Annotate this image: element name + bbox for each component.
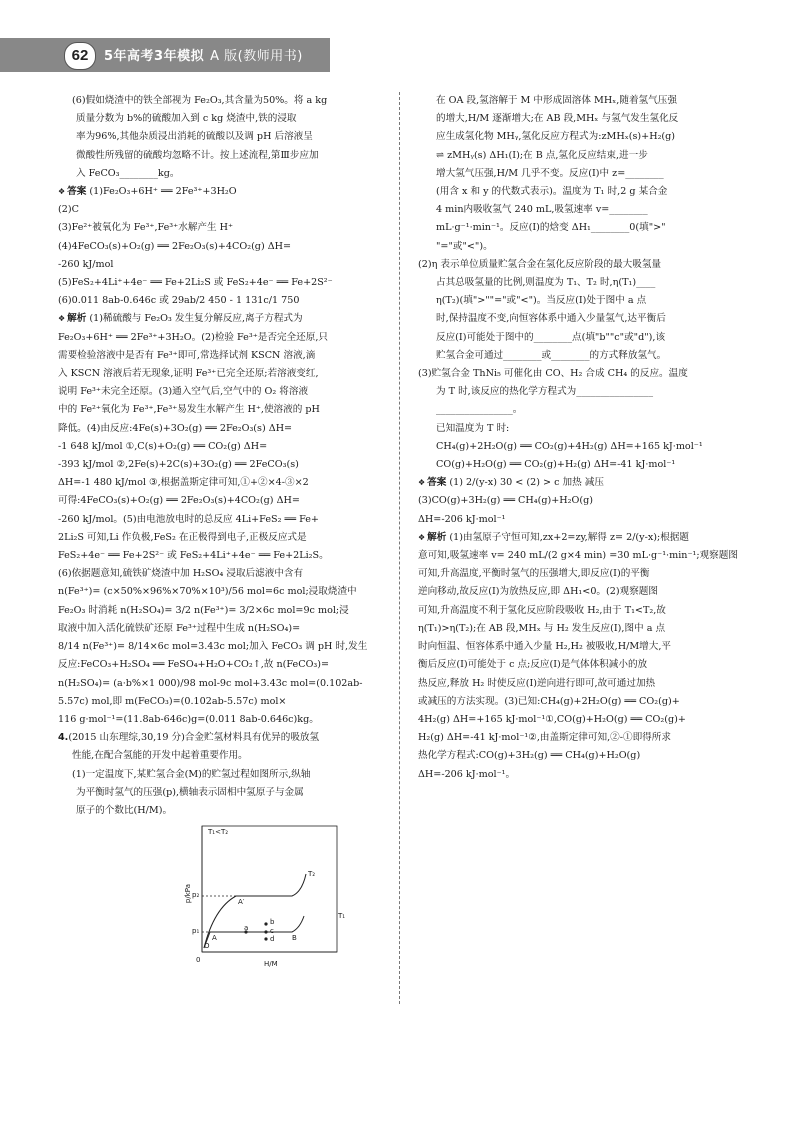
text-line: (1) 2/(y-x) 30 < (2) > c 加热 减压 [449, 477, 604, 489]
answer-label: ❖ 答案 [418, 477, 446, 488]
p1-label: p₁ [192, 927, 200, 936]
text-line: (用含 x 和 y 的代数式表示)。温度为 T₁ 时,2 g 某合金 [436, 186, 668, 198]
point-o-label: O [204, 942, 210, 951]
text-line: 时向恒温、恒容体系中通入少量 H₂,H₂ 被吸收,H/M增大,平 [418, 641, 671, 653]
point-b-upper-label: B [292, 934, 297, 943]
text-line: 中的 Fe²⁺氧化为 Fe³⁺,Fe³⁺易发生水解产生 H⁺,使溶液的 pH [58, 404, 320, 416]
text-line: 入 KSCN 溶液后若无现象,证明 Fe³⁺已完全还原;若溶液变红, [58, 368, 319, 380]
text-line: (4)4FeCO₃(s)+O₂(g) ══ 2Fe₂O₃(s)+4CO₂(g) ΔH= [58, 240, 292, 252]
text-line: -393 kJ/mol ②,2Fe(s)+2C(s)+3O₂(g) ══ 2FeCO₃(s) [58, 459, 299, 471]
question-4 [58, 729, 390, 820]
text-line: 增大氢气压强,H/M 几乎不变。反应(Ⅰ)中 z=________ [436, 167, 664, 179]
text-line: 116 g·mol⁻¹=(11.8ab-646c)g=(0.011 8ab-0.646c)kg。 [58, 713, 319, 725]
page-header [0, 0, 800, 82]
y-axis-label: p/kPa [184, 884, 192, 904]
text-line: (3)Fe²⁺被氧化为 Fe³⁺,Fe³⁺水解产生 H⁺ [58, 222, 234, 234]
text-line: -260 kJ/mol [58, 258, 114, 270]
text-line: CO(g)+H₂O(g) ══ CO₂(g)+H₂(g) ΔH=-41 kJ·mol⁻¹ [436, 459, 676, 471]
right-column [418, 92, 738, 784]
text-line: n(H₂SO₄)= (a·b%×1 000)/98 mol-9c mol+3.43c mol=(0.102ab- [58, 677, 363, 689]
text-line: -1 648 kJ/mol ①,C(s)+O₂(g) ══ CO₂(g) ΔH= [58, 440, 268, 452]
text-line: 可知,升高温度不利于氢化反应阶段吸收 H₂,由于 T₁<T₂,故 [418, 604, 666, 616]
text-line: (1)Fe₂O₃+6H⁺ ══ 2Fe³⁺+3H₂O [89, 186, 237, 198]
text-line: 已知温度为 T 时: [436, 422, 510, 434]
text-line: 需要检验溶液中是否有 Fe³⁺即可,常选择试剂 KSCN 溶液,滴 [58, 349, 316, 361]
text-line: n(Fe³⁺)= (c×50%×96%×70%×10³)/56 mol=6c mol;浸取烧渣中 [58, 586, 357, 598]
text-line: ΔH=-206 kJ·mol⁻¹。 [418, 768, 516, 780]
text-line: 5.57c) mol,即 m(FeCO₃)=(0.102ab-5.57c) mol× [58, 695, 287, 707]
point-c [264, 931, 267, 934]
text-line: 的增大,H/M 逐渐增大;在 AB 段,MHₓ 与氢气发生氢化反 [436, 113, 679, 125]
text-line: (6)依据题意知,硫铁矿烧渣中加 H₂SO₄ 浸取后滤液中含有 [58, 568, 304, 580]
text-line: 可知,升高温度,平衡时氢气的压强增大,即反应(Ⅰ)的平衡 [418, 568, 650, 580]
t1-label: T₁ [338, 912, 346, 921]
text-line: 占其总吸氢量的比例,则温度为 T₁、T₂ 时,η(T₁)____ [436, 277, 656, 289]
origin-label: 0 [196, 956, 201, 965]
text-line: (1)一定温度下,某贮氢合金(M)的贮氢过程如图所示,纵轴 [72, 768, 311, 780]
figure-condition: T₁<T₂ [208, 828, 229, 837]
text-line: ΔH=-206 kJ·mol⁻¹ [418, 513, 506, 525]
question-4-part-1 [418, 92, 738, 256]
text-line: (2)C [58, 204, 79, 216]
hydrogen-storage-figure [184, 824, 358, 974]
question-4-part-2 [418, 256, 738, 365]
text-line: (6)0.011 8ab-0.646c 或 29ab/2 450 - 1 131c/1 750 [58, 295, 300, 307]
text-line: 在 OA 段,氢溶解于 M 中形成固溶体 MHₓ,随着氢气压强 [436, 95, 677, 106]
text-line: 为 T 时,该反应的热化学方程式为________________ [436, 386, 654, 398]
t2-label: T₂ [308, 870, 316, 879]
analysis-label: ❖ 解析 [58, 313, 86, 324]
answer-label: ❖ 答案 [58, 186, 86, 197]
text-line: 8/14 n(Fe³⁺)= 8/14×6c mol=3.43c mol;加入 FeCO₃ 调 pH 时,发生 [58, 641, 368, 653]
column-divider [399, 92, 400, 1004]
text-line: (6)假如烧渣中的铁全部视为 Fe₂O₃,其含量为50%。将 a kg [72, 95, 328, 106]
text-line: 率为96%,其他杂质浸出消耗的硫酸以及调 pH 后溶液呈 [76, 131, 313, 143]
text-line: 取液中加入活化硫铁矿还原 Fe³⁺过程中生成 n(H₂SO₄)= [58, 622, 301, 634]
text-line: 为平衡时氢气的压强(p),横轴表示固相中氢原子与金属 [76, 786, 304, 798]
text-line: 时,保持温度不变,向恒容体系中通入少量氢气,达平衡后 [436, 313, 666, 325]
text-line: 质量分数为 b%的硫酸加入到 c kg 烧渣中,铁的浸取 [76, 113, 297, 125]
page-number: 62 [64, 42, 96, 70]
text-line: FeS₂+4e⁻ ══ Fe+2S²⁻ 或 FeS₂+4Li⁺+4e⁻ ══ Fe+2Li₂S。 [58, 550, 329, 562]
text-line: 说明 Fe³⁺未完全还原。(3)通入空气后,空气中的 O₂ 将溶液 [58, 386, 309, 398]
text-line: -260 kJ/mol。(5)由电池放电时的总反应 4Li+FeS₂ ══ Fe+ [58, 513, 319, 525]
answer-block [58, 183, 390, 310]
text-line: 或减压的方法实现。(3)已知:CH₄(g)+2H₂O(g) ══ CO₂(g)+ [418, 695, 680, 707]
point-d [264, 938, 267, 941]
text-line: 4 min内吸收氢气 240 mL,吸氢速率 v=________ [436, 204, 648, 216]
text-line: H₂(g) ΔH=-41 kJ·mol⁻¹②,由盖斯定律可知,②-①即得所求 [418, 732, 671, 744]
text-line: "="或"<")。 [436, 240, 493, 252]
book-title-text: 5年高考3年模拟 [104, 49, 205, 64]
text-line: (2015 山东理综,30,19 分)合金贮氢材料具有优异的吸放氢 [68, 732, 320, 744]
curve-t2 [204, 874, 306, 951]
text-line: 应生成氢化物 MHᵧ,氢化反应方程式为:zMHₓ(s)+H₂(g) [436, 131, 676, 143]
answer-block [418, 474, 738, 529]
question-number: 4. [58, 732, 69, 744]
text-line: ΔH=-1 480 kJ/mol ③,根据盖斯定律可知,①+②×4-③×2 [58, 477, 309, 489]
text-line: (5)FeS₂+4Li⁺+4e⁻ ══ Fe+2Li₂S 或 FeS₂+4e⁻ ══ Fe+2S²⁻ [58, 277, 333, 289]
text-line: 反应:FeCO₃+H₂SO₄ ══ FeSO₄+H₂O+CO₂↑,故 n(FeCO₃)= [58, 659, 330, 671]
text-line: 4H₂(g) ΔH=+165 kJ·mol⁻¹①,CO(g)+H₂O(g) ══ CO₂(g)+ [418, 713, 686, 725]
analysis-label: ❖ 解析 [418, 532, 446, 543]
text-line: 反应(Ⅰ)可能处于图中的________点(填"b""c"或"d"),该 [436, 331, 666, 343]
text-line: (3)贮氢合金 ThNi₅ 可催化由 CO、H₂ 合成 CH₄ 的反应。温度 [418, 368, 688, 380]
p2-label: p₂ [192, 891, 200, 900]
analysis-block [58, 310, 390, 729]
book-edition: A 版(教师用书) [210, 49, 303, 64]
figure-graphic [188, 824, 358, 974]
text-line: 逆向移动,故反应(Ⅰ)为放热反应,即 ΔH₁<0。(2)观察题图 [418, 586, 658, 598]
text-line: 热化学方程式:CO(g)+3H₂(g) ══ CH₄(g)+H₂O(g) [418, 750, 641, 762]
text-line: (1)由氢原子守恒可知,zx+2=zy,解得 z= 2/(y-x);根据题 [449, 531, 689, 543]
text-line: Fe₂O₃ 时消耗 n(H₂SO₄)= 3/2 n(Fe³⁺)= 3/2×6c mol=9c mol;浸 [58, 604, 349, 616]
point-a-prime-label: A′ [238, 898, 245, 907]
text-line: 衡后反应(Ⅰ)可能处于 c 点;反应(Ⅰ)是气体体积减小的放 [418, 659, 648, 671]
text-line: CH₄(g)+2H₂O(g) ══ CO₂(g)+4H₂(g) ΔH=+165 kJ·mol⁻¹ [436, 440, 703, 452]
text-line: 意可知,吸氢速率 v= 240 mL/(2 g×4 min) =30 mL·g⁻¹·min⁻¹;观察题图 [418, 550, 738, 562]
point-b [264, 923, 267, 926]
text-line: 贮氢合金可通过________或________的方式释放氢气。 [436, 349, 667, 361]
left-column [58, 92, 390, 974]
text-line: mL·g⁻¹·min⁻¹。反应(Ⅰ)的焓变 ΔH₁________0(填">" [436, 222, 666, 234]
text-line: 原子的个数比(H/M)。 [76, 804, 173, 816]
question-6 [58, 92, 390, 183]
text-line: η(T₂)(填">""="或"<")。当反应(Ⅰ)处于图中 a 点 [436, 295, 647, 307]
text-line: η(T₁)>η(T₂);在 AB 段,MHₓ 与 H₂ 发生反应(Ⅰ),图中 a 点 [418, 622, 666, 634]
point-b-label: b [270, 918, 275, 927]
text-line: 2Li₂S 可知,Li 作负极,FeS₂ 在正极得到电子,正极反应式是 [58, 531, 307, 543]
text-line: 降低。(4)由反应:4Fe(s)+3O₂(g) ══ 2Fe₂O₃(s) ΔH= [58, 422, 293, 434]
curve-t1 [204, 916, 304, 951]
text-line: 可得:4FeCO₃(s)+O₂(g) ══ 2Fe₂O₃(s)+4CO₂(g) ΔH= [58, 495, 300, 507]
text-line: (3)CO(g)+3H₂(g) ══ CH₄(g)+H₂O(g) [418, 495, 593, 507]
point-a-upper-label: A [212, 934, 217, 943]
text-line: ________________。 [436, 404, 523, 416]
text-line: 微酸性所残留的硫酸均忽略不计。按上述流程,第Ⅲ步应加 [76, 149, 319, 161]
text-line: 热反应,释放 H₂ 时使反应(Ⅰ)逆向进行即可,故可通过加热 [418, 677, 656, 689]
text-line: 性能,在配合氢能的开发中起着重要作用。 [72, 750, 248, 762]
x-axis-label: H/M [264, 960, 278, 969]
text-line: Fe₂O₃+6H⁺ ══ 2Fe³⁺+3H₂O。(2)检验 Fe³⁺是否完全还原,只 [58, 331, 328, 343]
text-line: 入 FeCO₃________kg。 [76, 167, 180, 179]
point-d-label: d [270, 935, 275, 944]
analysis-block [418, 529, 738, 784]
book-title [104, 45, 303, 64]
point-c-label: c [270, 927, 274, 936]
text-line: (2)η 表示单位质量贮氢合金在氢化反应阶段的最大吸氢量 [418, 258, 662, 270]
point-a-label: a [244, 924, 249, 933]
text-line: ⇌ zMHᵧ(s) ΔH₁(Ⅰ);在 B 点,氢化反应结束,进一步 [436, 149, 648, 161]
text-line: (1)稀硫酸与 Fe₂O₃ 发生复分解反应,离子方程式为 [89, 313, 303, 325]
question-4-part-3 [418, 365, 738, 474]
